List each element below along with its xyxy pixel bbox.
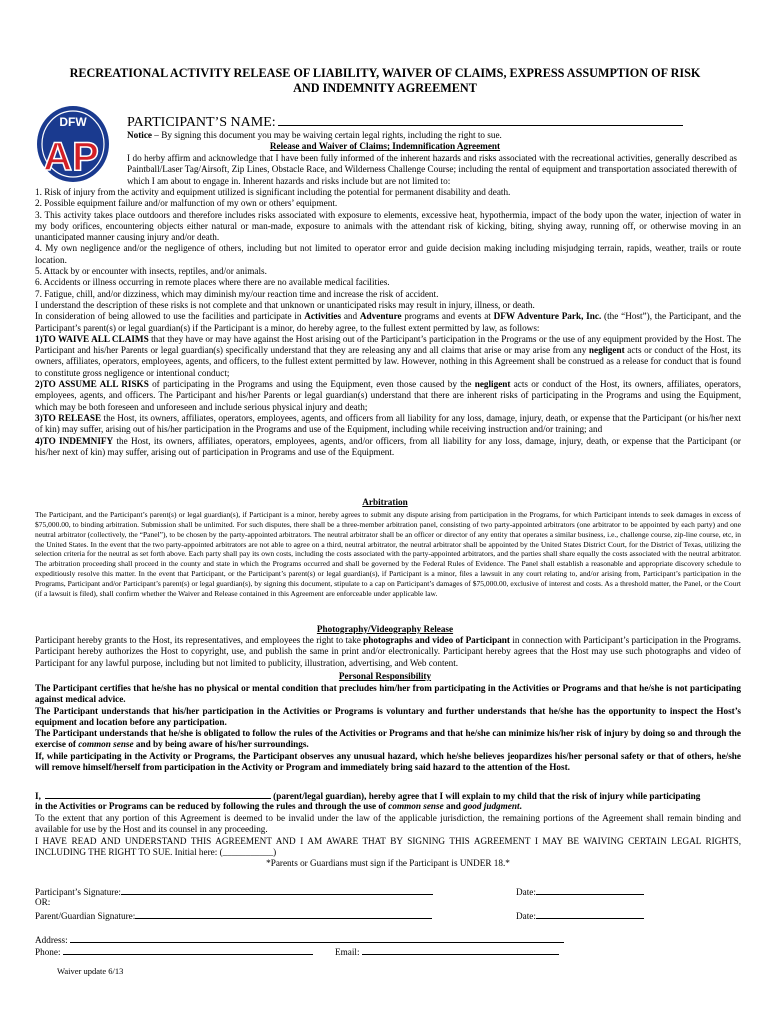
- notice: [127, 130, 502, 140]
- guardian-signature-field[interactable]: Parent/Guardian Signature:: [35, 909, 432, 921]
- intro-paragraph: I do herby affirm and acknowledge that I have been fully informed of the inherent hazards and risks associated with the recreational activities, generally described as Paintball/Laser Tag/Airsoft, Zip Lines, Obstacle Race, and Wilderness Challenge Course; including the rental of equipment and transportation associated therewith of which I am about to engage in. Inherent hazards and risks include but are not limited to:: [127, 153, 737, 186]
- clause-waive-claims: 1)TO WAIVE ALL CLAIMS that they have or may have against the Host arising out of the Participant’s participation in the Programs or the use of any equipment provided by the Host. The Participant and his/her Parents or legal guardian(s) specifically understand that they are releasing any and all claims that arise or may arise from any negligent acts or conduct of the Host, its owners, affiliates, operators, employees, agents, and officers, to the fullest extent permitted by law. However, nothing in this Agreement shall be construed as a release for conduct that is found to constitute gross negligence or intentional conduct;: [35, 333, 741, 378]
- guardian-statement-line2: in the Activities or Programs can be reduced by following the rules and through the use of common sense and good judgment.: [35, 801, 522, 811]
- guardian-date-line[interactable]: [536, 909, 644, 919]
- address-line[interactable]: [70, 933, 564, 943]
- phone-field[interactable]: Phone:: [35, 945, 313, 957]
- guardian-signature-line[interactable]: [135, 909, 432, 919]
- svg-text:AP: AP: [43, 135, 99, 179]
- severability-text: To the extent that any portion of this Agreement is deemed to be invalid under the law of the applicable jurisdiction, the remaining portions of the Agreement shall remain binding and available for use by the Host and its counsel in any proceeding.: [35, 813, 741, 835]
- svg-text:DFW: DFW: [59, 115, 87, 129]
- participant-name-field[interactable]: [127, 113, 683, 131]
- footer-version: Waiver update 6/13: [57, 966, 124, 976]
- phone-line[interactable]: [63, 945, 313, 955]
- email-field[interactable]: Email:: [335, 945, 559, 957]
- or-label: OR:: [35, 897, 51, 907]
- guardian-statement-line1: I, (parent/legal guardian), hereby agree that I will explain to my child that the risk of injury while participating: [35, 791, 701, 801]
- main-body: [35, 187, 741, 458]
- risk-item: 3. This activity takes place outdoors and therefore includes risks associated with exposure to elements, excessive heat, hypothermia, impact of the body upon the water, injection of water in my body orifices, encountering objects either natural or man-made, exposure to animals with the attendant risk of kicking, biting, shying away, running off, or otherwise moving in an unanticipated manner causing injury and/or death.: [35, 209, 741, 243]
- title-line-1: RECREATIONAL ACTIVITY RELEASE OF LIABILITY, WAIVER OF CLAIMS, EXPRESS ASSUMPTION OF RISK: [69, 66, 701, 80]
- arbitration-paragraph: The Participant, and the Participant’s parent(s) or legal guardian(s), if Participant is a minor, hereby agrees to submit any dispute arising from participation in the Programs, for which Participant intends to seek damages in excess of $75,000.00, to binding arbitration. Submission shall be unlimited. For such disputes, there shall be a three-member arbitration panel, consisting of two party-appointed arbitrators (one arbitrator to be appointed by each party) and one neutral arbitrator (collectively, the “Panel”), to be chosen by the party-appointed arbitrators. The neutral arbitrator shall be an officer or director of any entity that operates a similar business, i.e., challenge course, zip-line course, etc, in the United States. In the event that the two party-appointed arbitrators are not able to agree on a third, neutral arbitrator, the neutral arbitrator shall be appointed by the United States District Court, for the District of Texas, utilizing the selection criteria for the neutral as set forth above. Each party shall pay its own costs, including the costs associated with the party-appointed arbitrators, and the parties shall share equally the costs associated with the neutral arbitrator. The arbitration proceeding shall proceed in the county and state in which the Programs occurred and shall be governed by the Federal Rules of Evidence. The Panel shall establish a reasonable and appropriate discovery schedule to expeditiously resolve this matter. In the event that Participant, or the Participant’s parent(s) or legal guardian(s), if Participant is a minor, files a lawsuit in any court relating to, and/or arising from, Participant’s participation in the Programs, Participant and/or Participant’s parent(s) or legal guardian(s), by signing this document, stipulate to a cap on Participant’s damages of $75,000.00, exclusive of interest and costs. As a threshold matter, the Panel, or the Court (if a lawsuit is filed), shall confirm whether the Waiver and Release contained in this Agreement are enforceable under applicable law.: [35, 510, 741, 598]
- clause-indemnify: 4)TO INDEMNIFY the Host, its owners, affiliates, operators, employees, agents, and/or officers, from all liability for any loss, damage, injury, death, or expense that the Participant (or his/her next of kin) may suffer, arising out of participation in Programs and use of the Equipment.: [35, 435, 741, 457]
- personal-statement: The Participant understands that his/her participation in the Activities or Programs is voluntary and further understands that he/she has the opportunity to inspect the Host’s equipment and location before any participation.: [35, 705, 741, 727]
- consideration-paragraph: In consideration of being allowed to use the facilities and participate in Activities and Adventure programs and events at DFW Adventure Park, Inc. (the “Host”), the Participant, and the Participant’s parent(s) or legal guardian(s) if the Participant is a minor, do hereby agree, to the fullest extent permitted by law, as follows:: [35, 311, 741, 333]
- participant-name-line[interactable]: [278, 113, 683, 126]
- participant-date-line[interactable]: [536, 885, 644, 895]
- closing-paragraphs: [35, 813, 741, 869]
- risk-item: 4. My own negligence and/or the negligence of others, including but not limited to operator error and guide decision making including misjudging terrain, rapids, weather, trails or route location.: [35, 243, 741, 265]
- photo-heading: Photography/Videography Release: [316, 624, 454, 634]
- guardian-name-line[interactable]: [45, 789, 271, 799]
- release-heading: Release and Waiver of Claims; Indemnification Agreement: [269, 141, 501, 151]
- risk-item: 5. Attack by or encounter with insects, reptiles, and/or animals.: [35, 266, 267, 277]
- parents-note: *Parents or Guardians must sign if the Participant is UNDER 18.*: [266, 858, 510, 869]
- notice-text: – By signing this document you may be waiving certain legal rights, including the right to sue.: [152, 130, 502, 140]
- have-read-text: I HAVE READ AND UNDERSTAND THIS AGREEMENT AND I AM AWARE THAT BY SIGNING THIS AGREEMENT I MAY BE WAIVING CERTAIN LEGAL RIGHTS, INCLUDING THE RIGHT TO SUE. Initial here: (___________): [35, 835, 741, 857]
- clause-assume-risks: 2)TO ASSUME ALL RISKS of participating in the Programs and using the Equipment, even those caused by the negligent acts or conduct of the Host, its owners, affiliates, operators, employees, agents, and officers. The Participant and his/her Parents or legal guardian(s) understand that there are inherent risks of participating in the Programs and using the Equipment, which may be both foreseen and unforeseen and include serious physical injury and death;: [35, 379, 741, 412]
- document-title: [30, 66, 740, 96]
- participant-date-field[interactable]: Date:: [516, 885, 644, 897]
- personal-statement: The Participant understands that he/she is obligated to follow the rules of the Activities or Programs and that he/she can minimize his/her risk of injury by doing so and through the exercise of common sense and by being aware of his/her surroundings.: [35, 728, 741, 750]
- risk-item: 6. Accidents or illness occurring in remote places where there are no available medical facilities.: [35, 277, 390, 288]
- risk-item: 7. Fatigue, chill, and/or dizziness, which may diminish my/our reaction time and increase the risk of accident.: [35, 288, 439, 299]
- personal-heading: Personal Responsibility: [338, 671, 432, 681]
- risk-item: 2. Possible equipment failure and/or malfunction of my own or others’ equipment.: [35, 198, 338, 209]
- personal-responsibility: [35, 683, 741, 773]
- clause-release: 3)TO RELEASE the Host, its owners, affiliates, operators, employees, agents, and officers from all liability for any loss, damage, injury, death, or expense that the Participant (or his/her next of kin) may suffer, arising out of his/her participation in the Programs and use of the Equipment, including while receiving instruction and/or training; and: [35, 412, 741, 435]
- email-line[interactable]: [362, 945, 559, 955]
- understand-text: I understand the description of these risks is not complete and that unknown or unanticipated risks may result in injury, illness, or death.: [35, 299, 535, 310]
- participant-signature-line[interactable]: [121, 885, 433, 895]
- participant-name-label: PARTICIPANT’S NAME:: [127, 115, 276, 130]
- participant-signature-field[interactable]: Participant’s Signature:: [35, 885, 433, 897]
- photo-paragraph: Participant hereby grants to the Host, its representatives, and employees the right to take photographs and video of Participant in connection with Participant’s participation in the Programs. Participant hereby authorizes the Host to copyright, use, and publish the same in print and/or electronically. Participant hereby agrees that the Host may use such photographs and video of Participant for any lawful purpose, including but not limited to publicity, illustration, advertising, and Web content.: [35, 635, 741, 668]
- personal-statement: The Participant certifies that he/she has no physical or mental condition that precludes him/her from participating in the Activities or Programs and that he/she is not participating against medical advice.: [35, 683, 741, 705]
- address-field[interactable]: Address:: [35, 933, 564, 945]
- risk-item: 1. Risk of injury from the activity and equipment utilized is significant including the potential for permanent disability and death.: [35, 187, 511, 197]
- notice-label: Notice: [127, 130, 152, 140]
- guardian-date-field[interactable]: Date:: [516, 909, 644, 921]
- arbitration-heading: Arbitration: [362, 497, 408, 507]
- title-line-2: AND INDEMNITY AGREEMENT: [293, 81, 477, 95]
- personal-statement: If, while participating in the Activity or Programs, the Participant observes any unusual hazard, which he/she believes jeopardizes his/her personal safety or that of others, he/she will remove himself/herself from participation in the Activity or Program and immediately bring said hazard to the attention of the Host.: [35, 750, 741, 773]
